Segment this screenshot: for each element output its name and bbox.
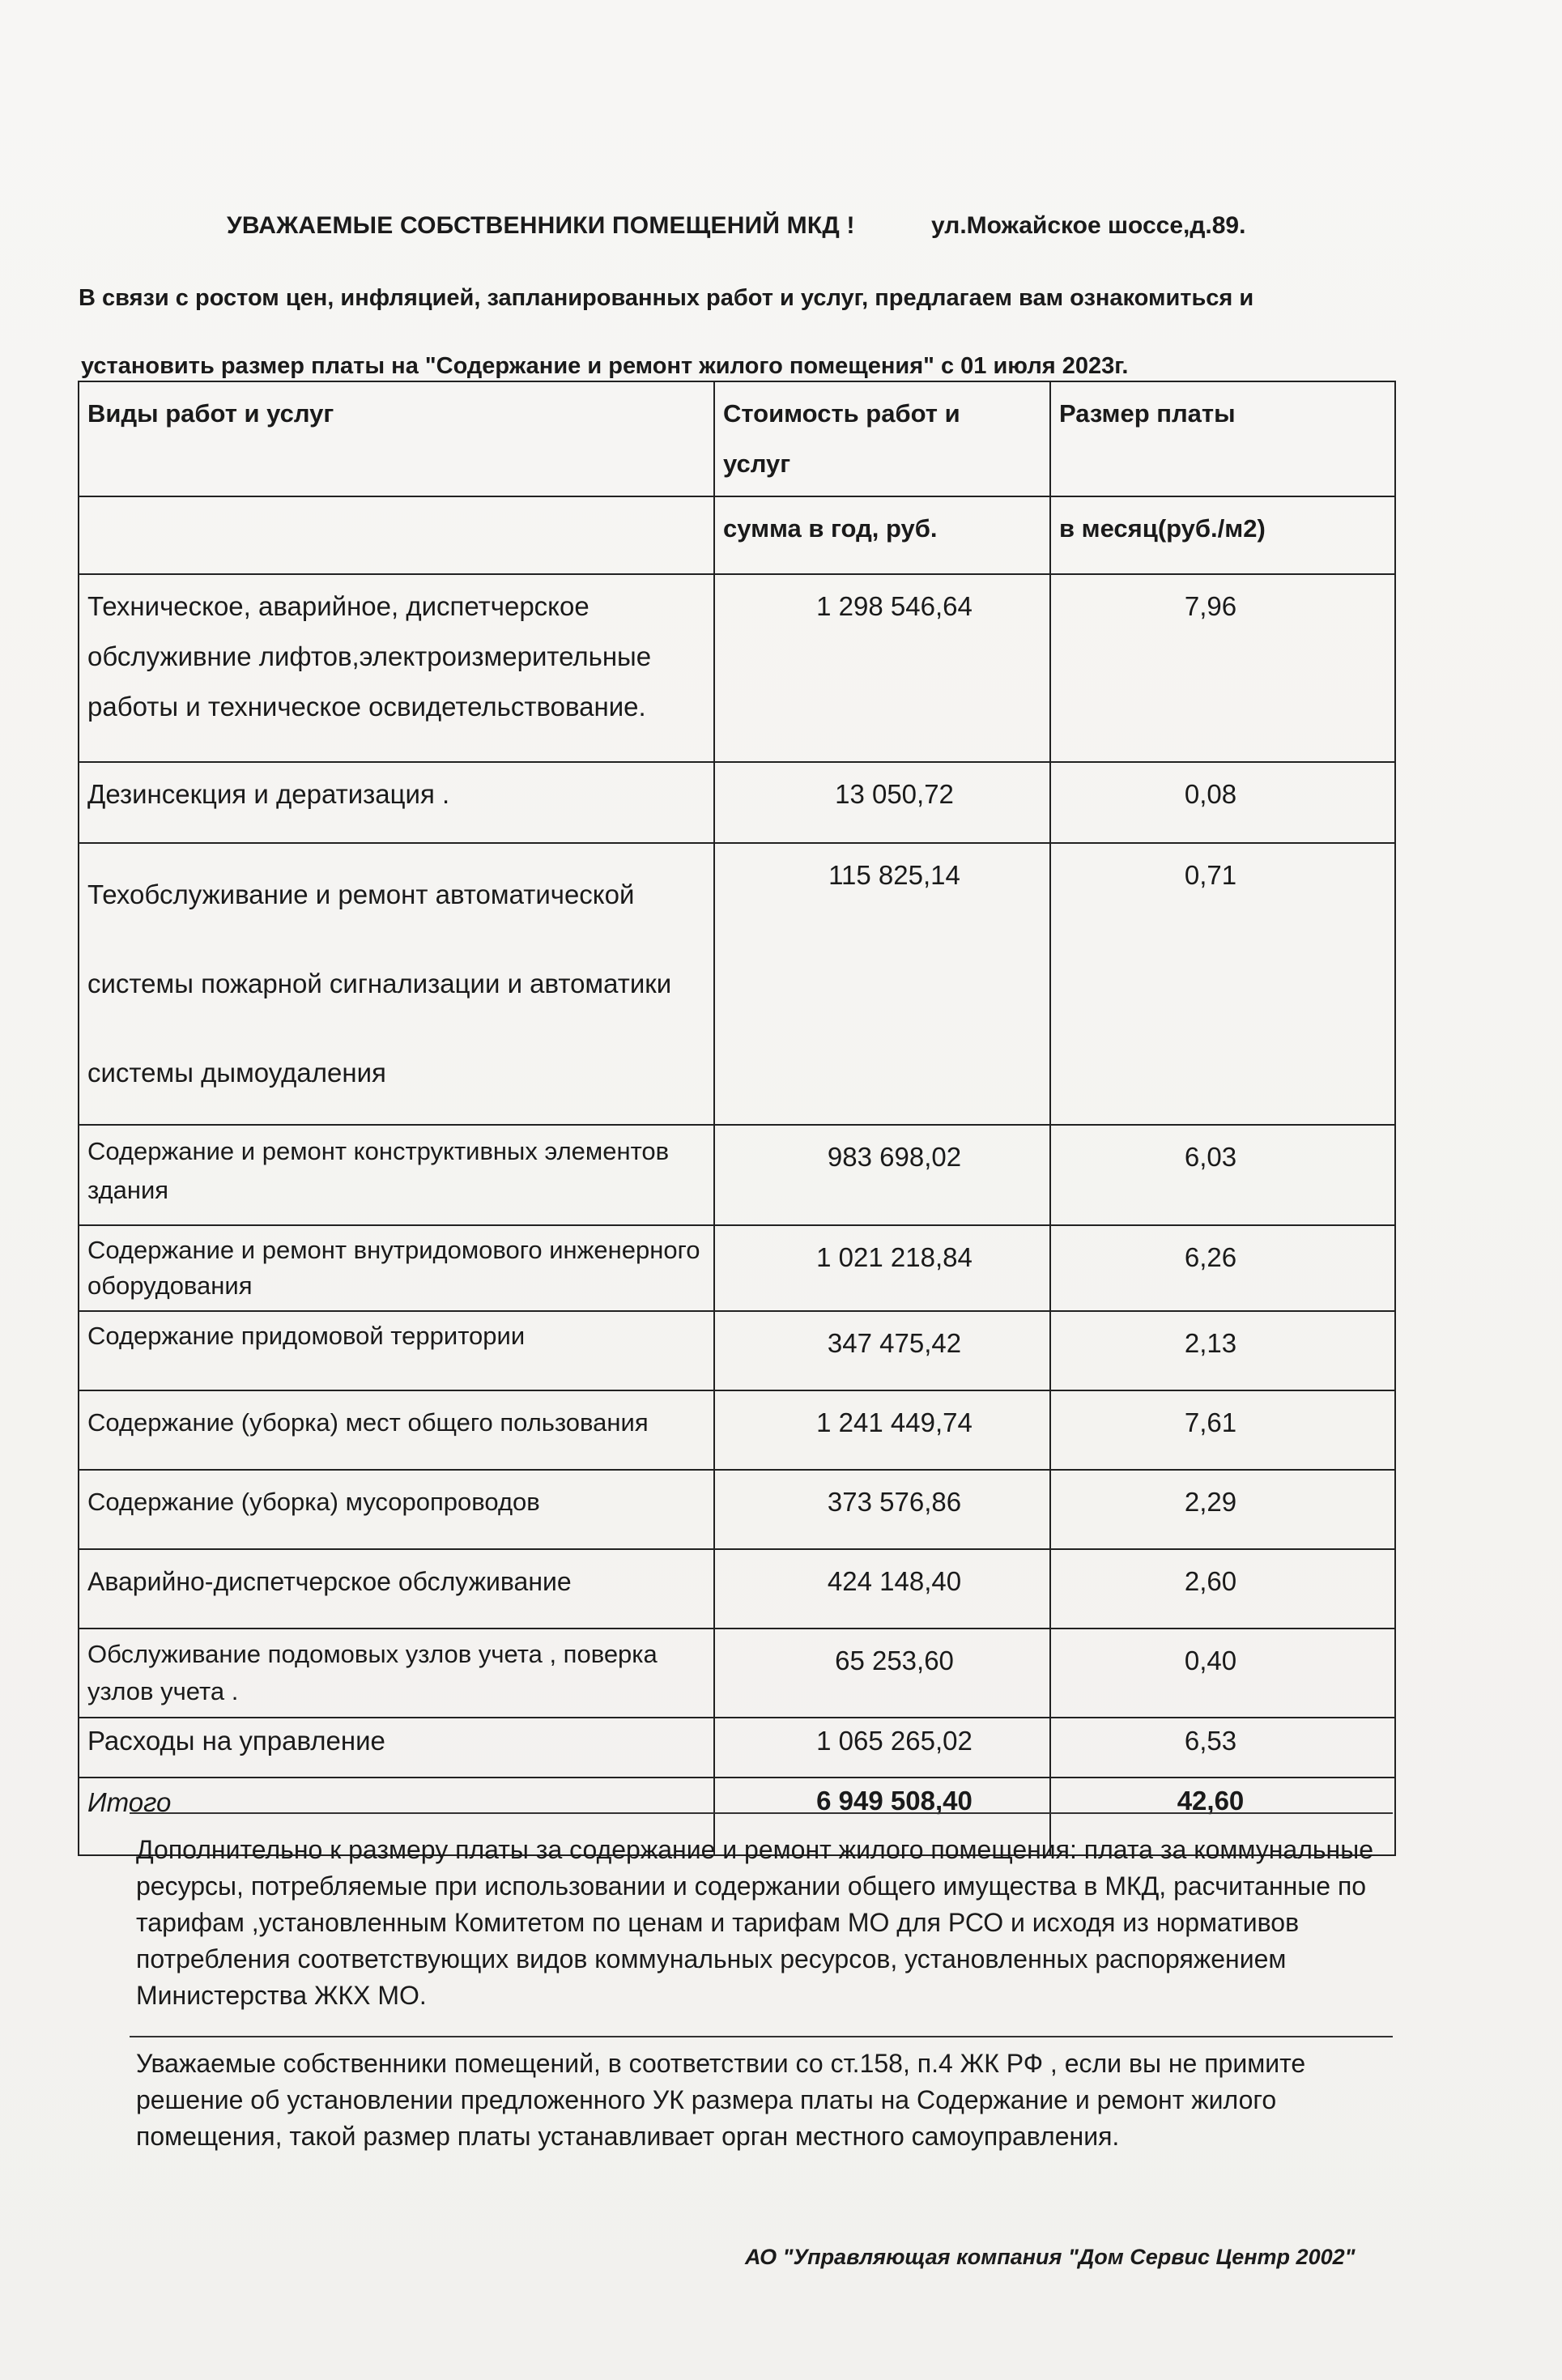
service-name: Расходы на управление: [79, 1718, 714, 1778]
header-monthly-rate: Размер платы: [1050, 381, 1395, 496]
annual-cost: 1 298 546,64: [714, 574, 1050, 762]
total-annual-cost: 6 949 508,40: [714, 1778, 1050, 1855]
additional-charges-note: Дополнительно к размеру платы за содержание и ремонт жилого помещения: плата за коммунальные ресурсы, потребляемые при использовании и содержании общего имущества в МКД, расчитанные по тарифам ,установленным Комитетом по ценам и тарифам МО для РСО и исходя из нормативов потребления соответствующих видов коммунальных ресурсов, установленных распоряжением Министерства ЖКХ МО.: [136, 1835, 1373, 2010]
legal-note: Уважаемые собственники помещений, в соответствии со ст.158, п.4 ЖК РФ , если вы не примите решение об установлении предложенного УК размера платы на Содержание и ремонт жилого помещения, такой размер платы устанавливает орган местного самоуправления.: [136, 2049, 1306, 2151]
header-annual-cost-line2: услуг: [723, 449, 791, 478]
annual-cost: 13 050,72: [714, 762, 1050, 843]
subheader-annual-sum: сумма в год, руб.: [714, 496, 1050, 574]
total-monthly-rate: 42,60: [1050, 1778, 1395, 1855]
tariff-table-container: [78, 381, 1394, 1817]
service-name: Содержание придомовой территории: [79, 1311, 714, 1390]
monthly-rate: 6,03: [1050, 1125, 1395, 1225]
document-title: УВАЖАЕМЫЕ СОБСТВЕННИКИ ПОМЕЩЕНИЙ МКД !: [227, 212, 855, 239]
table-row: [79, 1390, 1395, 1470]
monthly-rate: 0,40: [1050, 1629, 1395, 1718]
annual-cost: 115 825,14: [714, 843, 1050, 1125]
total-label: Итого: [79, 1778, 714, 1855]
table-row: [79, 843, 1395, 1125]
annual-cost: 347 475,42: [714, 1311, 1050, 1390]
divider-line-1: [130, 1812, 1393, 1814]
service-name: Аварийно-диспетчерское обслуживание: [79, 1549, 714, 1629]
monthly-rate: 2,13: [1050, 1311, 1395, 1390]
table-row: [79, 1470, 1395, 1549]
table-row: [79, 762, 1395, 843]
monthly-rate: 7,61: [1050, 1390, 1395, 1470]
table-row: [79, 1629, 1395, 1718]
service-name: Техническое, аварийное, диспетчерское обслуживние лифтов,электроизмерительные работы и техническое освидетельствование.: [79, 574, 714, 762]
monthly-rate: 0,08: [1050, 762, 1395, 843]
table-row: [79, 1549, 1395, 1629]
table-row: [79, 1718, 1395, 1778]
subheader-monthly-unit: в месяц(руб./м2): [1050, 496, 1395, 574]
table-row: [79, 1311, 1395, 1390]
header-service-type: Виды работ и услуг: [79, 381, 714, 496]
service-name: Содержание и ремонт внутридомового инженерного оборудования: [79, 1225, 714, 1311]
monthly-rate: 6,53: [1050, 1718, 1395, 1778]
header-annual-cost: [714, 381, 1050, 496]
company-signature: АО "Управляющая компания "Дом Сервис Центр 2002": [745, 2245, 1356, 2269]
annual-cost: 1 241 449,74: [714, 1390, 1050, 1470]
tariff-table: [78, 381, 1396, 1856]
service-name: Содержание (уборка) мусоропроводов: [79, 1470, 714, 1549]
intro-text-line-2: установить размер платы на "Содержание и ремонт жилого помещения" с 01 июля 2023г.: [81, 353, 1129, 379]
divider-line-2: [130, 2036, 1393, 2037]
annual-cost: 1 065 265,02: [714, 1718, 1050, 1778]
table-subheader-row: [79, 496, 1395, 574]
building-address: ул.Можайское шоссе,д.89.: [931, 212, 1246, 239]
service-name: Техобслуживание и ремонт автоматической системы пожарной сигнализации и автоматики системы дымоудаления: [79, 843, 714, 1125]
header-annual-cost-line1: Стоимость работ и: [723, 399, 960, 428]
table-row: [79, 1125, 1395, 1225]
service-name: Дезинсекция и дератизация .: [79, 762, 714, 843]
monthly-rate: 2,60: [1050, 1549, 1395, 1629]
monthly-rate: 6,26: [1050, 1225, 1395, 1311]
service-name: Содержание (уборка) мест общего пользования: [79, 1390, 714, 1470]
intro-text-line-1: В связи с ростом цен, инфляцией, запланированных работ и услуг, предлагаем вам ознакомиться и: [79, 285, 1254, 311]
service-name: Содержание и ремонт конструктивных элементов здания: [79, 1125, 714, 1225]
annual-cost: 424 148,40: [714, 1549, 1050, 1629]
monthly-rate: 0,71: [1050, 843, 1395, 1125]
service-name: Обслуживание подомовых узлов учета , поверка узлов учета .: [79, 1629, 714, 1718]
table-row: [79, 574, 1395, 762]
subheader-empty-cell: [79, 496, 714, 574]
table-row: [79, 1225, 1395, 1311]
monthly-rate: 2,29: [1050, 1470, 1395, 1549]
annual-cost: 983 698,02: [714, 1125, 1050, 1225]
table-header-row: [79, 381, 1395, 496]
annual-cost: 373 576,86: [714, 1470, 1050, 1549]
annual-cost: 1 021 218,84: [714, 1225, 1050, 1311]
monthly-rate: 7,96: [1050, 574, 1395, 762]
annual-cost: 65 253,60: [714, 1629, 1050, 1718]
